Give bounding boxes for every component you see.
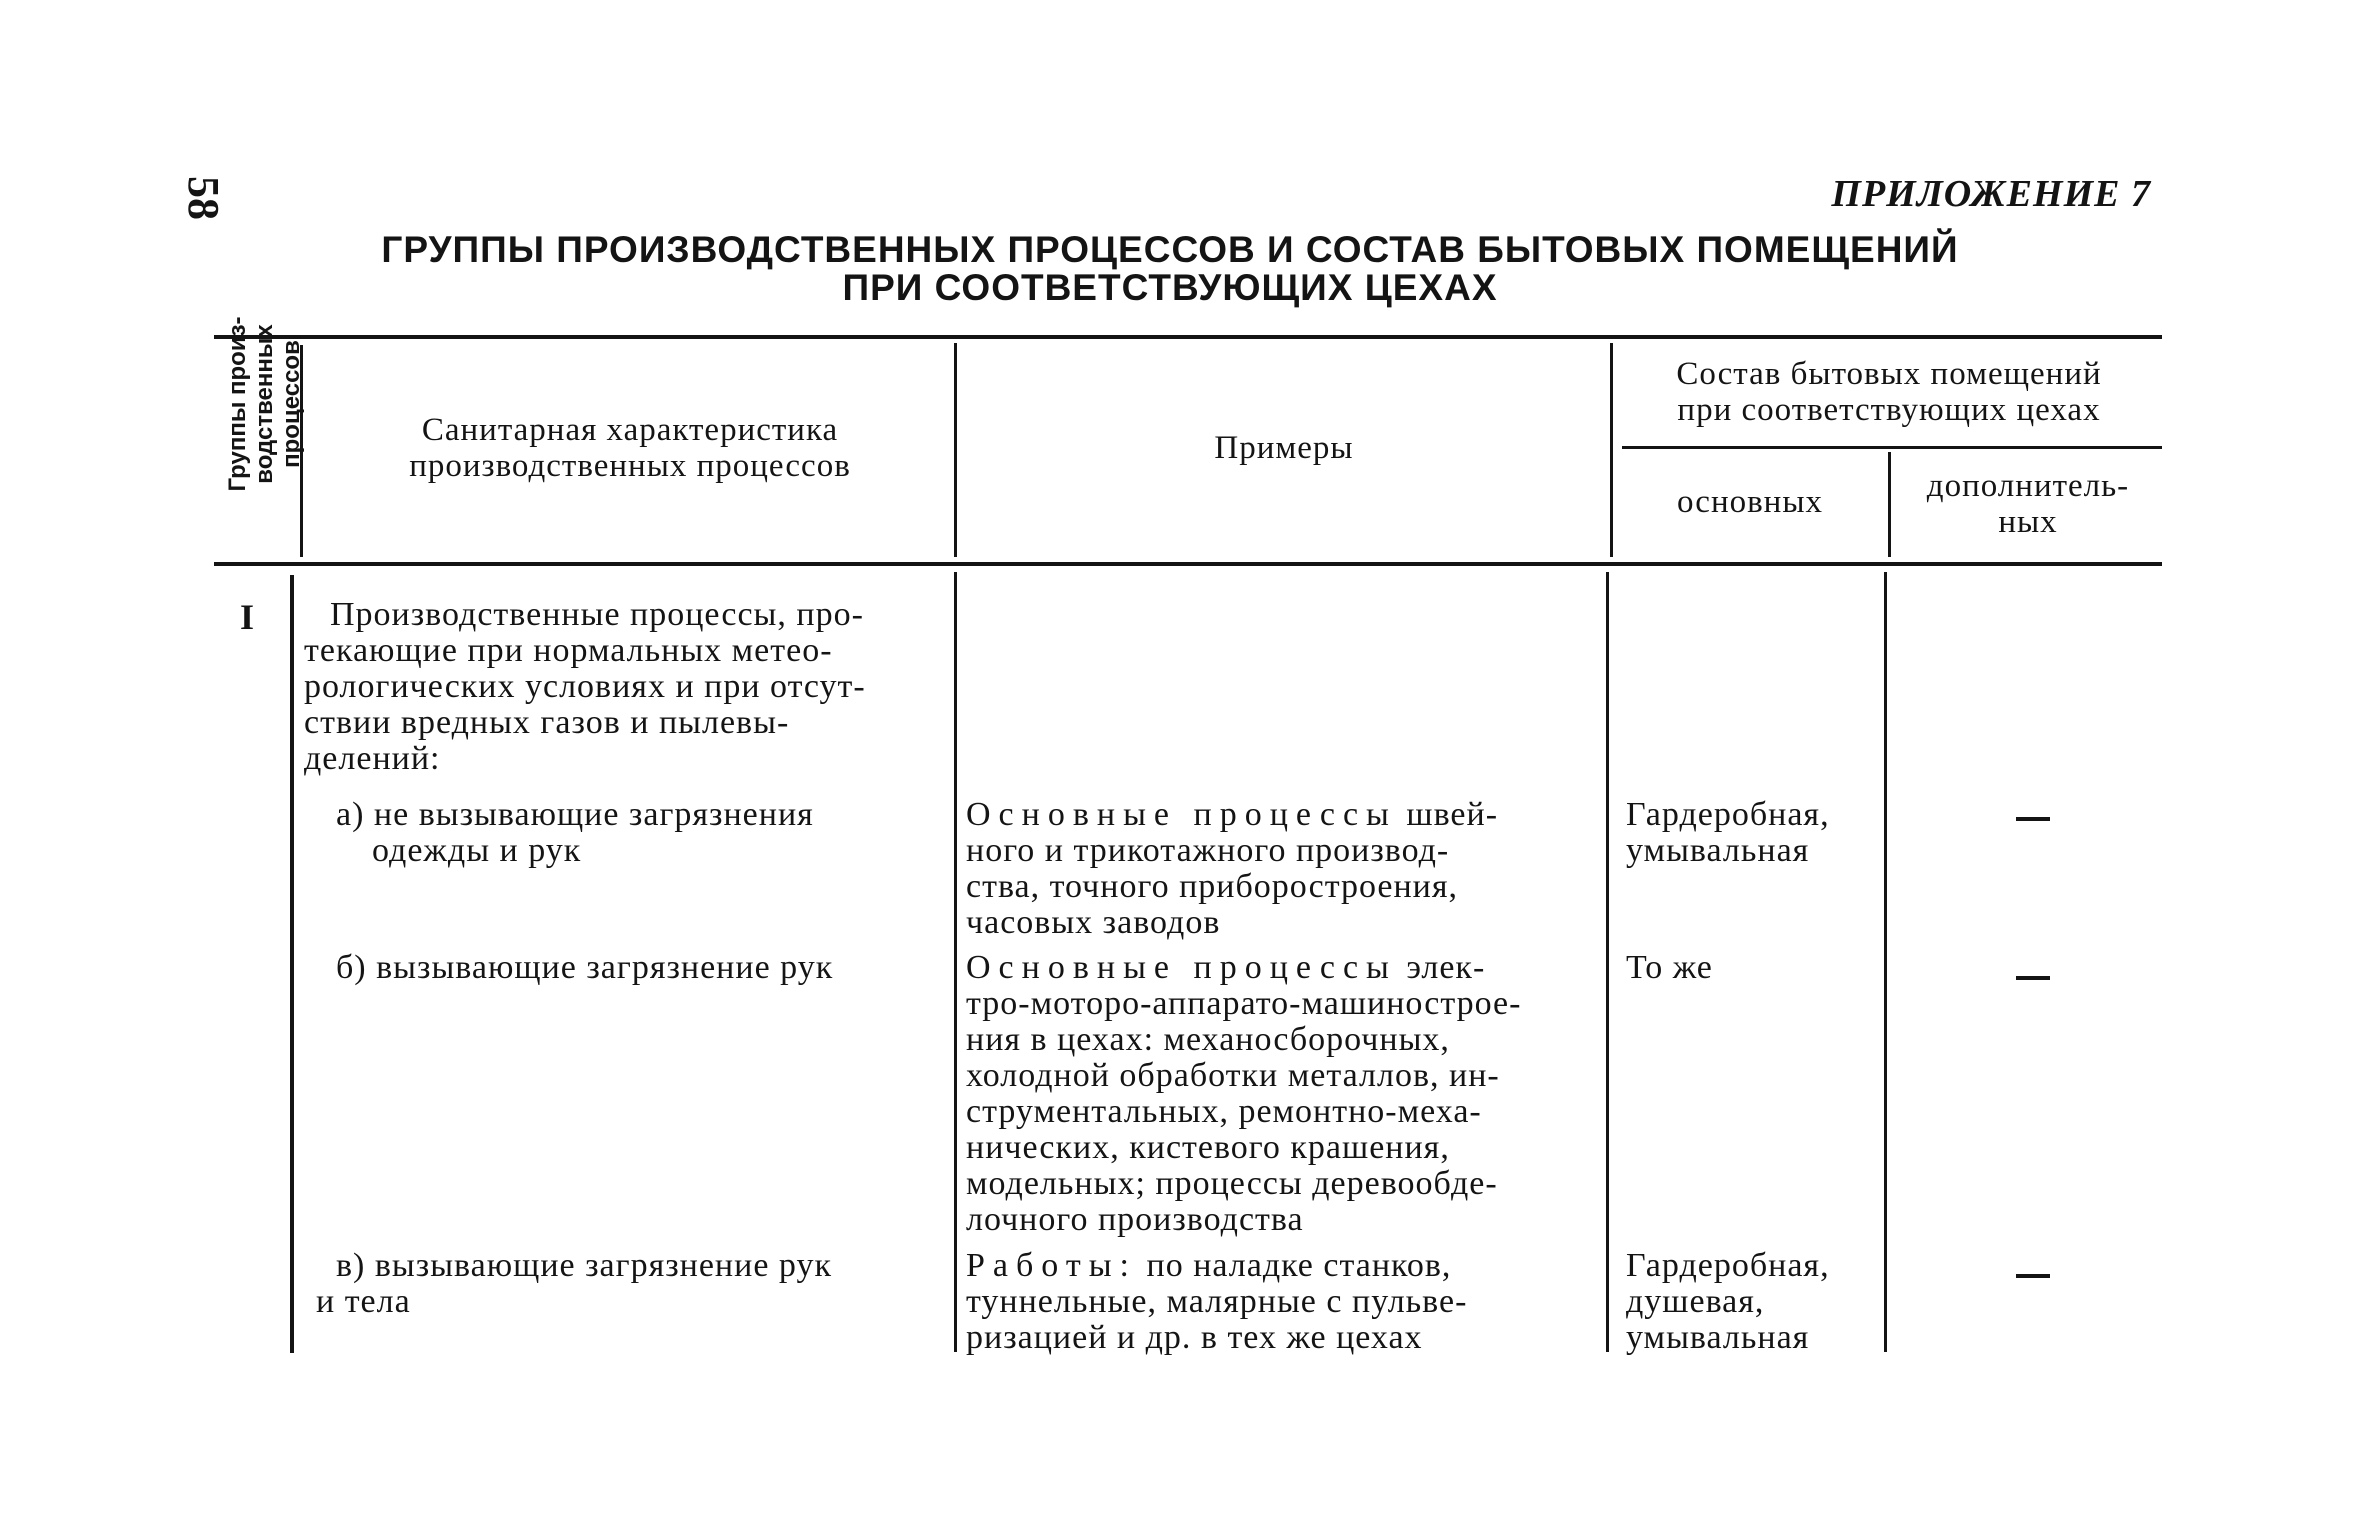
table-row: б) вызывающие загрязнение рук	[336, 949, 834, 986]
table-row: в) вызывающие загрязнение рук и тела	[316, 1247, 832, 1320]
main-rooms-header: основных	[1676, 484, 1824, 520]
additional-rooms-dash	[2016, 1274, 2050, 1278]
additional-rooms-dash	[2016, 817, 2050, 821]
page-number: 58	[179, 176, 228, 220]
examples-cell: Основные процессы элек- тро-моторо-аппарато-машинострое- ния в цехах: механосборочных, холодной обработки металлов, ин- струментальных, ремонтно-меха- нических, кистевого крашения, модельных; процессы деревообде- лочного производства	[966, 949, 1522, 1238]
page-title-continued: ПРИ СООТВЕТСТВУЮЩИХ ЦЕХАХ	[842, 267, 1498, 308]
header-divider	[1610, 343, 1613, 557]
subheader-rule	[1622, 446, 2162, 449]
appendix-label: ПРИЛОЖЕНИЕ 7	[1831, 173, 2151, 215]
additional-rooms-dash	[2016, 976, 2050, 980]
body-divider	[1884, 572, 1887, 1352]
table-top-rule	[214, 335, 2162, 339]
composition-column-header: Состав бытовых помещений при соответствующих цехах	[1676, 356, 2102, 428]
examples-cell: Основные процессы швей- ного и трикотажного производ- ства, точного приборостроения, часовых заводов	[966, 796, 1499, 941]
header-divider	[954, 343, 957, 557]
sanitary-column-header: Санитарная характеристика производственных процессов	[409, 412, 851, 484]
header-divider	[1888, 452, 1891, 557]
group-column-header: Группы произ- водственных процессов	[224, 316, 305, 492]
group-description: Производственные процессы, про- текающие при нормальных метео- рологических условиях и при отсут- ствии вредных газов и пылевы- делений:	[304, 596, 866, 777]
examples-lead: Работы:	[966, 1247, 1137, 1284]
examples-lead: Основные процессы	[966, 949, 1397, 986]
page-title: ГРУППЫ ПРОИЗВОДСТВЕННЫХ ПРОЦЕССОВ И СОСТАВ БЫТОВЫХ ПОМЕЩЕНИЙ	[381, 229, 1959, 270]
header-bottom-rule	[214, 562, 2162, 566]
body-divider	[1606, 572, 1609, 1352]
main-rooms-cell: То же	[1626, 949, 1713, 986]
main-rooms-cell: Гардеробная, душевая, умывальная	[1626, 1247, 1830, 1356]
main-rooms-cell: Гардеробная, умывальная	[1626, 796, 1830, 869]
body-divider	[290, 575, 294, 1353]
group-number: I	[240, 597, 255, 637]
examples-cell: Работы: по наладке станков, туннельные, малярные с пульве- ризацией и др. в тех же цехах	[966, 1247, 1468, 1356]
examples-lead: Основные процессы	[966, 796, 1397, 833]
additional-rooms-header: дополнитель- ных	[1926, 468, 2130, 540]
table-row: а) не вызывающие загрязнения одежды и рук	[336, 796, 814, 869]
examples-column-header: Примеры	[1214, 430, 1354, 466]
body-divider	[954, 572, 957, 1352]
